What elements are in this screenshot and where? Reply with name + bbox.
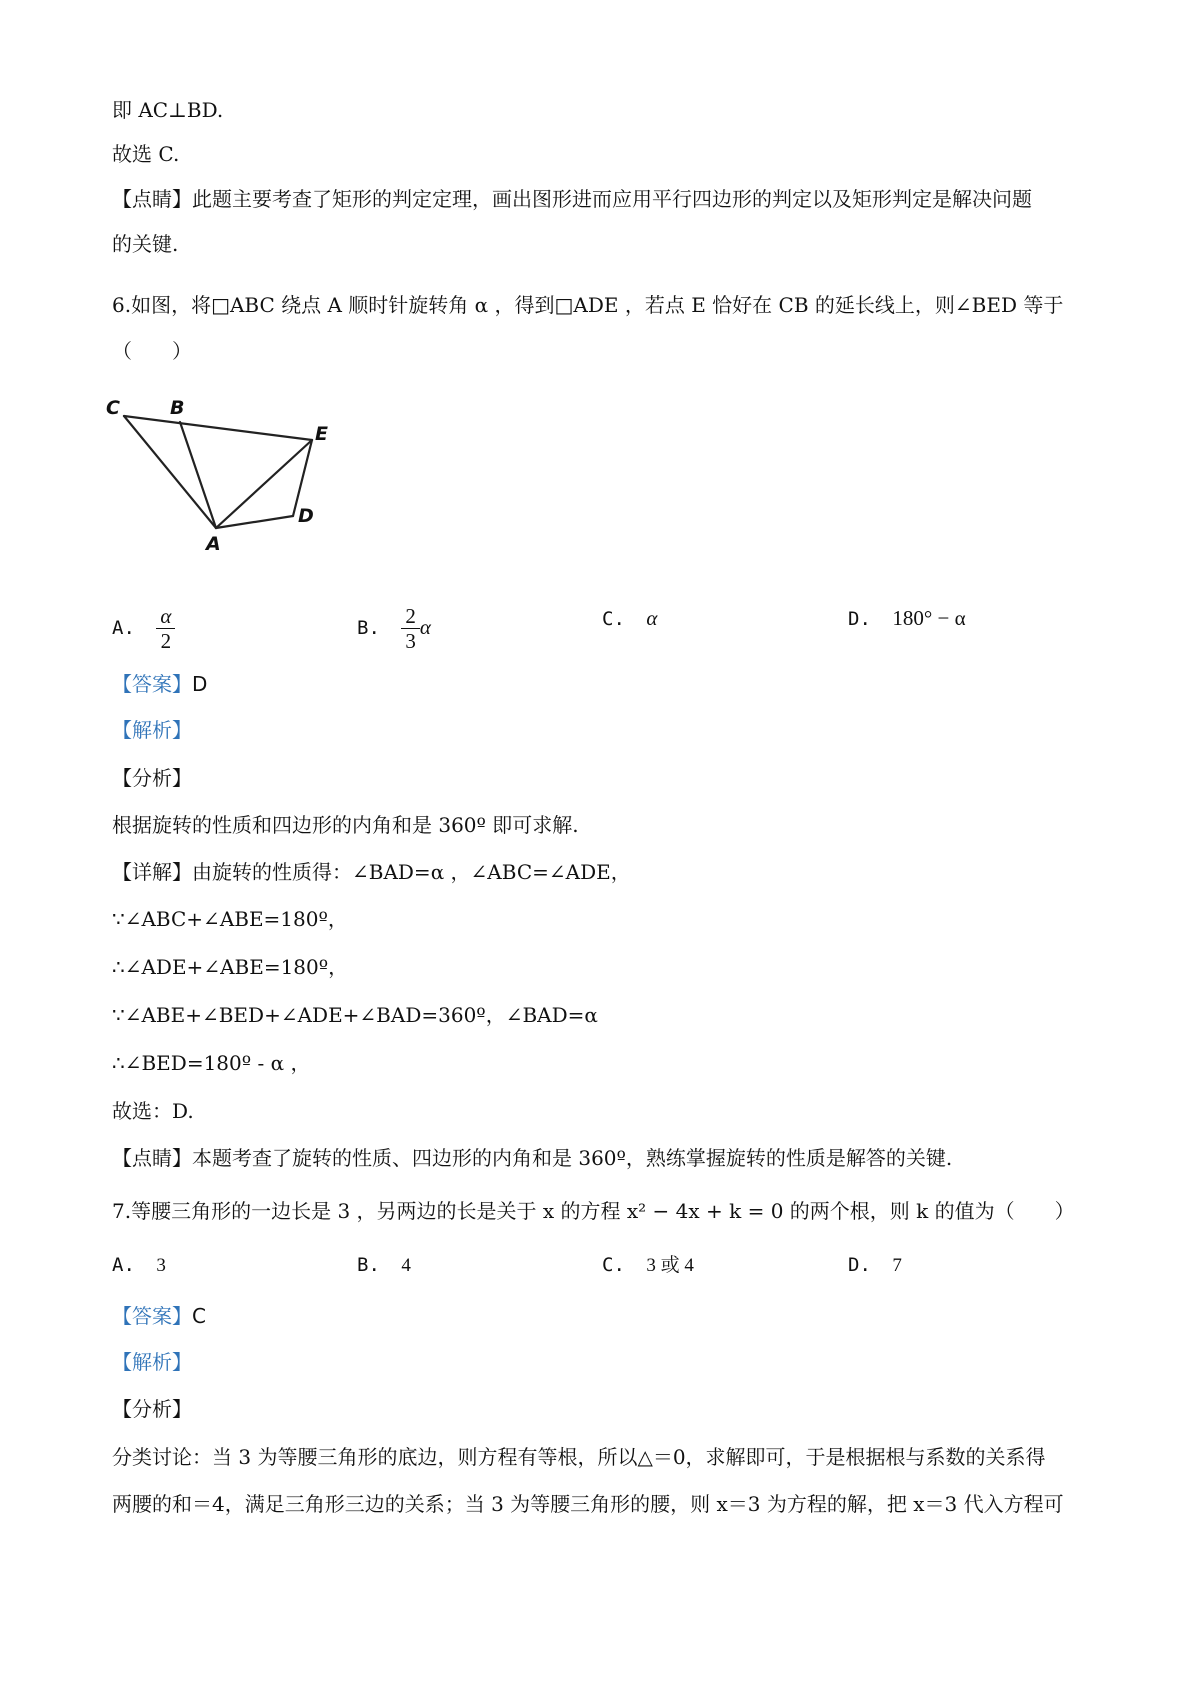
q7-fenxi-tag: 【分析】 — [112, 1397, 192, 1421]
segment-ca — [124, 416, 216, 528]
text-line: ∵∠ABC+∠ABE=180º， — [112, 907, 348, 931]
q6-option-b[interactable]: B. $\frac{2}{3}$ α — [357, 604, 431, 653]
text-line: 根据旋转的性质和四边形的内角和是 360º 即可求解. — [112, 813, 579, 837]
segment-ce — [124, 416, 312, 440]
q7-answer: 【答案】C — [112, 1304, 206, 1328]
text-line: ∵∠ABE+∠BED+∠ADE+∠BAD=360º，∠BAD=α — [112, 1003, 598, 1027]
text-line: ∴∠BED=180º - α ， — [112, 1051, 311, 1075]
text-line: 故选：D. — [112, 1099, 194, 1123]
segment-ba — [180, 422, 216, 528]
text-line: 故选 C. — [112, 142, 180, 166]
label-a: A — [206, 533, 221, 555]
q6-option-c[interactable]: C. α — [602, 606, 658, 630]
q7-option-d[interactable]: D. 7 — [848, 1254, 902, 1276]
question-7-stem: 7.等腰三角形的一边长是 3 ，另两边的长是关于 x 的方程 x² − 4x + k = 0 的两个根，则 k 的值为（ ） — [112, 1199, 1075, 1223]
question-6-paren: （ ） — [112, 339, 192, 363]
text-line: 的关键. — [112, 232, 179, 256]
question-6-stem: 6.如图，将□ABC 绕点 A 顺时针旋转角 α ，得到□ADE ，若点 E 恰好在 CB 的延长线上，则∠BED 等于 — [112, 293, 1064, 317]
text-line: 两腰的和＝4，满足三角形三边的关系；当 3 为等腰三角形的腰，则 x＝3 为方程的解，把 x＝3 代入方程可 — [112, 1492, 1064, 1516]
q6-option-d[interactable]: D. 180° − α — [848, 606, 966, 630]
q7-analysis-tag: 【解析】 — [112, 1350, 192, 1374]
q7-option-c[interactable]: C. 3 或 4 — [602, 1254, 694, 1276]
label-d: D — [298, 505, 314, 527]
label-e: E — [315, 423, 328, 445]
label-b: B — [170, 397, 185, 419]
text-line: 【点睛】此题主要考查了矩形的判定定理，画出图形进而应用平行四边形的判定以及矩形判定是解决问题 — [112, 187, 1032, 211]
q6-answer: 【答案】D — [112, 672, 208, 696]
q6-analysis-tag: 【解析】 — [112, 718, 192, 742]
q6-fenxi-tag: 【分析】 — [112, 766, 192, 790]
text-line: 分类讨论：当 3 为等腰三角形的底边，则方程有等根，所以△＝0，求解即可，于是根据根与系数的关系得 — [112, 1445, 1046, 1469]
text-line: 【点睛】本题考查了旋转的性质、四边形的内角和是 360º，熟练掌握旋转的性质是解答的关键. — [112, 1146, 953, 1170]
q7-option-b[interactable]: B. 4 — [357, 1254, 411, 1276]
text-line: ∴∠ADE+∠ABE=180º， — [112, 955, 349, 979]
rotation-figure — [106, 397, 382, 558]
q7-option-a[interactable]: A. 3 — [112, 1254, 166, 1276]
label-c: C — [106, 397, 120, 419]
text-line: 即 AC⊥BD. — [112, 98, 224, 122]
text-line: 【详解】由旋转的性质得：∠BAD=α ，∠ABC=∠ADE， — [112, 860, 631, 884]
q6-option-a[interactable]: A. $\frac{\alpha}{2}$ — [112, 604, 175, 653]
